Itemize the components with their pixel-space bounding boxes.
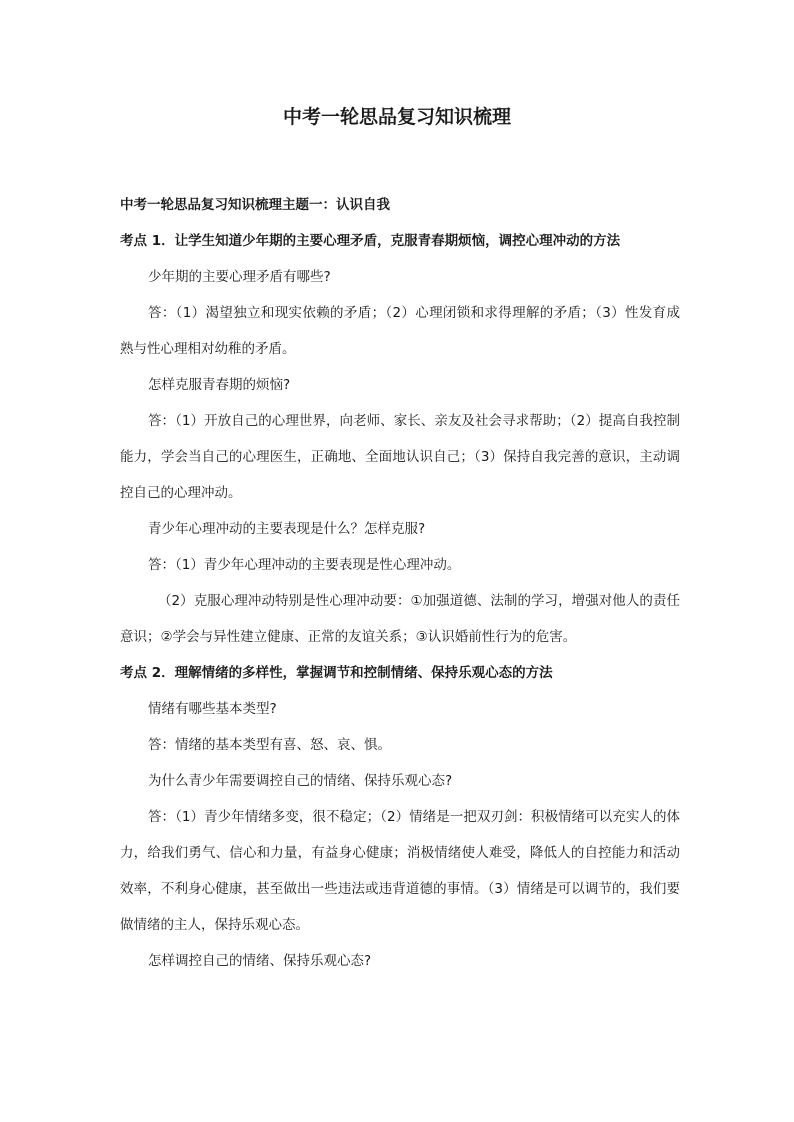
answer: 答：（1）青少年心理冲动的主要表现是性心理冲动。	[148, 557, 461, 573]
point-heading: 考点 2．理解情绪的多样性，掌握调节和控制情绪、保持乐观心态的方法	[120, 665, 553, 681]
question: 青少年心理冲动的主要表现是什么？怎样克服?	[148, 521, 426, 537]
page-title: 中考一轮思品复习知识梳理	[282, 106, 511, 128]
question: 为什么青少年需要调控自己的情绪、保持乐观心态?	[148, 773, 453, 789]
question: 少年期的主要心理矛盾有哪些?	[148, 269, 331, 285]
question: 怎样调控自己的情绪、保持乐观心态?	[148, 953, 372, 969]
question: 情绪有哪些基本类型?	[148, 701, 277, 717]
answer: 答：情绪的基本类型有喜、怒、哀、惧。	[148, 737, 391, 753]
answer: （2）克服心理冲动特别是性心理冲动要：①加强道德、法制的学习，增强对他人的责任意识；②学会与异性建立健康、正常的友谊关系；③认识婚前性行为的危害。	[120, 593, 680, 645]
question: 怎样克服青春期的烦恼?	[148, 377, 291, 393]
section-heading: 中考一轮思品复习知识梳理主题一：认识自我	[120, 197, 390, 213]
answer: 答：（1）渴望独立和现实依赖的矛盾；（2）心理闭锁和求得理解的矛盾；（3）性发育成熟与性心理相对幼稚的矛盾。	[120, 305, 680, 357]
answer: 答：（1）青少年情绪多变，很不稳定；（2）情绪是一把双刃剑：积极情绪可以充实人的体力，给我们勇气、信心和力量，有益身心健康；消极情绪使人难受，降低人的自控能力和活动效率，不利身心健康，甚至做出一些违法或违背道德的事情。（3）情绪是可以调节的，我们要做情绪的主人，保持乐观心态。	[120, 809, 680, 933]
point-heading: 考点 1．让学生知道少年期的主要心理矛盾，克服青春期烦恼，调控心理冲动的方法	[120, 233, 621, 249]
document-body	[120, 187, 680, 979]
answer: 答：（1）开放自己的心理世界，向老师、家长、亲友及社会寻求帮助；（2）提高自我控制能力，学会当自己的心理医生，正确地、全面地认识自己；（3）保持自我完善的意识，主动调控自己的心理冲动。	[120, 413, 680, 501]
